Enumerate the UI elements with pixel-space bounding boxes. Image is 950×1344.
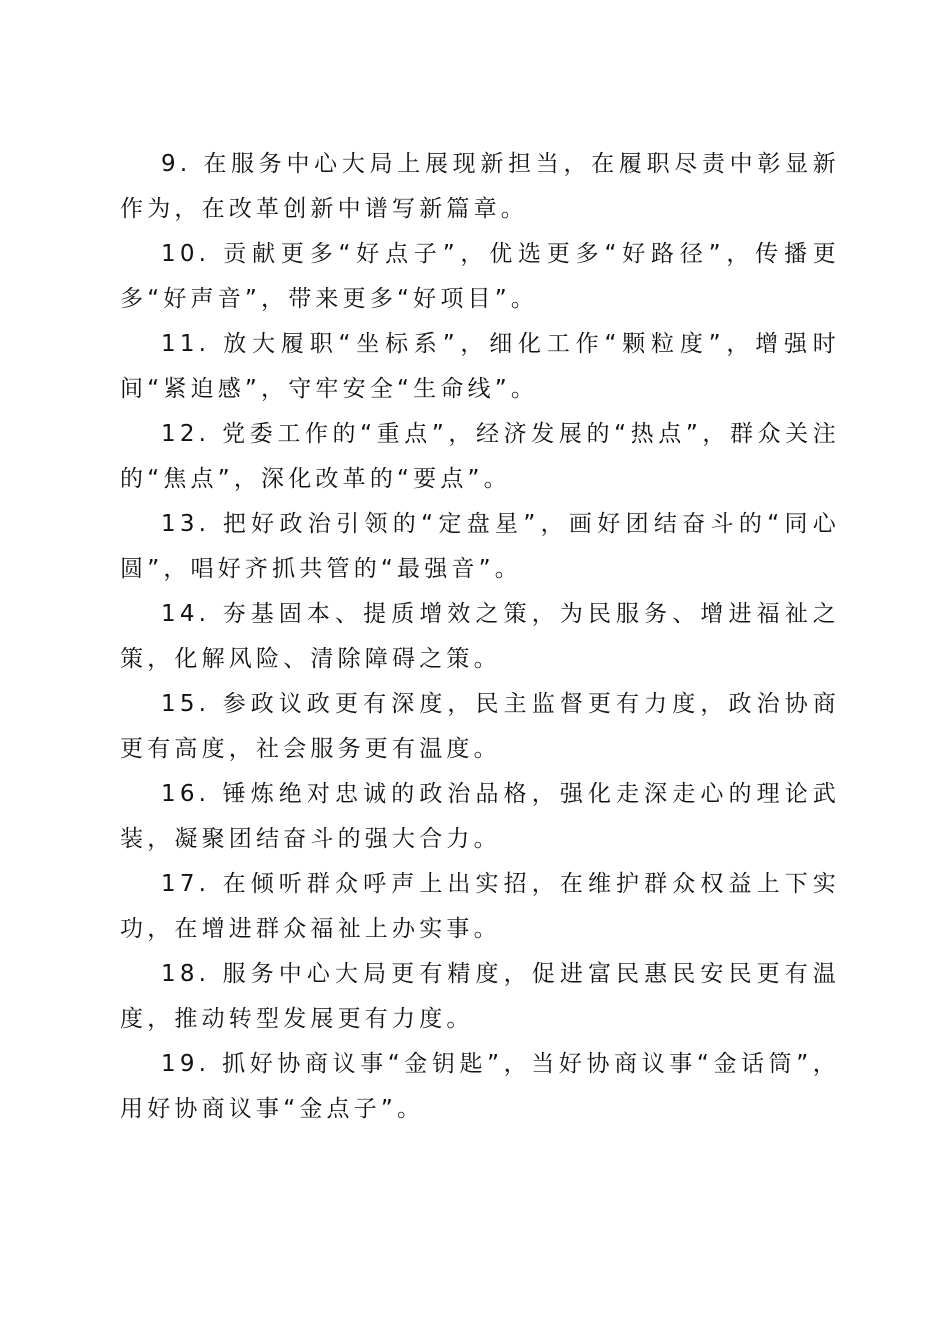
list-item-12: 12. 党委工作的“重点”，经济发展的“热点”，群众关注的“焦点”，深化改革的“要点”。 — [120, 421, 840, 492]
list-item-15: 15. 参政议政更有深度，民主监督更有力度，政治协商更有高度，社会服务更有温度。 — [120, 691, 840, 762]
list-item-9: 9. 在服务中心大局上展现新担当，在履职尽责中彰显新作为，在改革创新中谱写新篇章。 — [120, 151, 840, 222]
list-item-19: 19. 抓好协商议事“金钥匙”，当好协商议事“金话筒”，用好协商议事“金点子”。 — [120, 1051, 840, 1122]
numbered-list — [120, 142, 840, 1132]
list-item-14: 14. 夯基固本、提质增效之策，为民服务、增进福祉之策，化解风险、清除障碍之策。 — [120, 601, 840, 672]
list-item-13: 13. 把好政治引领的“定盘星”，画好团结奋斗的“同心圆”，唱好齐抓共管的“最强音”。 — [120, 511, 840, 582]
list-item-11: 11. 放大履职“坐标系”，细化工作“颗粒度”，增强时间“紧迫感”，守牢安全“生命线”。 — [120, 331, 840, 402]
list-item-17: 17. 在倾听群众呼声上出实招，在维护群众权益上下实功，在增进群众福祉上办实事。 — [120, 871, 840, 942]
list-item-18: 18. 服务中心大局更有精度，促进富民惠民安民更有温度，推动转型发展更有力度。 — [120, 961, 840, 1032]
list-item-16: 16. 锤炼绝对忠诚的政治品格，强化走深走心的理论武装，凝聚团结奋斗的强大合力。 — [120, 781, 840, 852]
list-item-10: 10. 贡献更多“好点子”，优选更多“好路径”，传播更多“好声音”，带来更多“好项目”。 — [120, 241, 840, 312]
